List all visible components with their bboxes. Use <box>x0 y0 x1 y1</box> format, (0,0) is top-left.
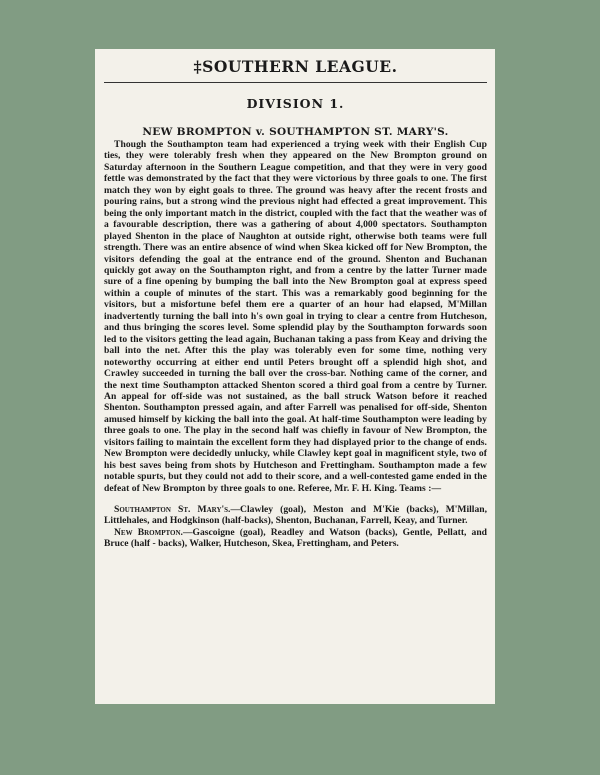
brompton-team-list: —Gascoigne (goal), Readley and Watson (backs), Gentle, Pellatt, and Bruce (half - backs), Walker, Hutcheson, Skea, Frettingham, and Peters. <box>104 526 487 549</box>
southampton-team-list: —Clawley (goal), Meston and M'Kie (backs), M'Millan, Littlehales, and Hodgkinson (half-backs), Shenton, Buchanan, Farrell, Keay, and Turner. <box>104 503 487 527</box>
match-title: NEW BROMPTON v. SOUTHAMPTON ST. MARY'S. <box>142 126 449 138</box>
newspaper-clipping <box>95 49 495 704</box>
southampton-lineup <box>104 504 487 527</box>
division-heading: DIVISION 1. <box>246 96 345 111</box>
brompton-team-name: New Brompton. <box>114 526 183 538</box>
match-report: Though the Southampton team had experienced a trying week with their English Cup ties, they were tolerably fresh when they appeared on the New Brompton ground on Saturday afternoon in the Southern League competition, and that they were in very good fettle was demonstrated by the fact that they were victorious by three goals to one. The first match they won by eight goals to three. The ground was heavy after the recent frosts and pouring rains, but a strong wind the previous night had effected a great improvement. This being the only important match in the district, coupled with the fact that the weather was of a favourable description, there was a gathering of about 4,000 spectators. Southampton played Shenton in the place of Naughton at outside right, otherwise both teams were full strength. There was an entire absence of wind when Skea kicked off for New Brompton, the visitors defending the goal at the entrance end of the ground. Shenton and Buchanan quickly got away on the Southampton right, and from a centre by the latter Turner made sure of a fine opening by bumping the ball into the New Brompton goal at express speed within a couple of minutes of the start. This was a remarkably good beginning for the visitors, but a misfortune befel them ere a quarter of an hour had elapsed, M'Millan inadvertently turning the ball into h's own goal in trying to clear a centre from Hutcheson, and thus bringing the scores level. Some splendid play by the Southampton forwards soon led to the visitors getting the lead again, Buchanan taking a pass from Keay and driving the ball into the net. After this the play was tolerably even for some time, nothing very noteworthy occurring at either end until Peters brought off a splendid high shot, and Crawley succeeded in turning the ball over the cross-bar. Nothing came of the corner, and the next time Southampton attacked Shenton scored a third goal from a centre by Turner. An appeal for off-side was not sustained, as the ball struck Watson before it reached Shenton. Southampton pressed again, and after Farrell was penalised for off-side, Shenton amused himself by kicking the ball into the goal. At half-time Southampton were leading by three goals to one. The play in the second half was chiefly in favour of New Brompton, the visitors failing to maintain the excellent form they had displayed prior to the change of ends. New Brompton were decidedly unlucky, while Clawley kept goal in magnificent style, two of his best saves being from shots by Hutcheson and Frettingham. Southampton made a few notable spurts, but they could not add to their score, and a well-contested game ended in the defeat of New Brompton by three goals to one. Referee, Mr. F. H. King. Teams :— <box>104 139 487 494</box>
southampton-team-name: Southampton St. Mary's. <box>114 503 231 515</box>
title-rule <box>104 82 487 83</box>
section-title: ‡SOUTHERN LEAGUE. <box>193 57 398 76</box>
brompton-lineup <box>104 527 487 550</box>
